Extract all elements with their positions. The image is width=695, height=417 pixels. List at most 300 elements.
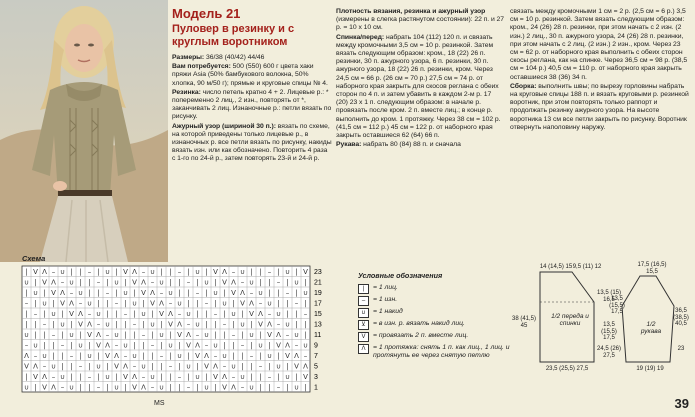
chart-stitch-symbol: – <box>114 341 119 350</box>
chart-stitch-symbol: ∪ <box>167 289 174 297</box>
chart-stitch-symbol: | <box>277 352 280 360</box>
chart-stitch-symbol: | <box>124 299 127 308</box>
chart-stitch-symbol: ∪ <box>32 341 39 350</box>
chart-stitch-symbol: ∪ <box>266 299 273 308</box>
chart-stitch-symbol: | <box>241 352 244 360</box>
chart-stitch-symbol: ∪ <box>131 352 138 360</box>
legend-text: = в изн. р. вязать накид лиц. <box>373 319 465 327</box>
chart-stitch-symbol: – <box>60 383 65 392</box>
chart-stitch-symbol: | <box>169 383 172 392</box>
chart-stitch-symbol: | <box>286 362 289 371</box>
chart-stitch-symbol: V <box>303 373 308 381</box>
chart-stitch-symbol: | <box>268 341 271 350</box>
chart-stitch-symbol: Λ <box>168 310 173 318</box>
chart-stitch-symbol: V <box>105 352 110 360</box>
chart-stitch-symbol: | <box>241 362 244 371</box>
sleeves-value: набрать 80 (84) 88 п. и сначала <box>363 141 461 149</box>
dim-sleeve-width: 19 (19) 19 <box>636 366 664 372</box>
chart-stitch-symbol: | <box>160 268 163 276</box>
chart-stitch-symbol: Λ <box>267 320 272 329</box>
chart-stitch-symbol: | <box>286 299 289 308</box>
chart-stitch-symbol: ∪ <box>203 278 210 287</box>
chart-stitch-symbol: ∪ <box>257 289 264 297</box>
chart-stitch-symbol: – <box>60 341 65 350</box>
chart-stitch-symbol: | <box>61 310 64 318</box>
chart-stitch-symbol: ∪ <box>230 310 237 318</box>
chart-stitch-symbol: | <box>133 289 136 297</box>
chart-row-number: 17 <box>314 300 322 308</box>
chart-stitch-symbol: | <box>250 268 253 276</box>
chart-stitch-symbol: V <box>213 373 218 381</box>
chart-stitch-symbol: | <box>232 320 235 329</box>
chart-stitch-symbol: ∪ <box>77 341 84 350</box>
chart-row-number: 9 <box>314 342 318 350</box>
chart-stitch-symbol: Λ <box>258 310 263 318</box>
chart-stitch-symbol: | <box>151 310 154 318</box>
chart-stitch-symbol: Λ <box>150 289 155 297</box>
chart-stitch-symbol: | <box>223 331 226 339</box>
chart-stitch-symbol: | <box>70 341 73 350</box>
chart-stitch-symbol: V <box>303 268 308 276</box>
chart-stitch-symbol: – <box>96 278 101 287</box>
chart-stitch-symbol: Λ <box>132 268 137 276</box>
chart-footer-ms: MS <box>154 400 165 407</box>
chart-stitch-symbol: | <box>142 341 145 350</box>
chart-stitch-symbol: – <box>168 362 173 371</box>
legend-item <box>358 320 518 330</box>
chart-stitch-symbol: | <box>295 373 298 381</box>
chart-stitch-symbol: | <box>70 362 73 371</box>
chart-stitch-symbol: | <box>196 278 199 287</box>
chart-stitch-symbol: | <box>223 341 226 350</box>
chart-stitch-symbol: | <box>115 289 118 297</box>
dim-sleeve-lower: 23 <box>677 346 685 352</box>
chart-stitch-symbol: | <box>232 299 235 308</box>
chart-stitch-symbol: ∪ <box>149 320 156 329</box>
chart-stitch-symbol: ∪ <box>239 268 246 276</box>
chart-stitch-symbol: – <box>222 362 227 371</box>
chart-stitch-symbol: | <box>43 289 46 297</box>
chart-stitch-symbol: – <box>303 352 308 360</box>
chart-stitch-symbol: | <box>178 278 181 287</box>
chart-stitch-symbol: V <box>78 320 83 329</box>
chart-stitch-symbol: – <box>69 352 74 360</box>
legend <box>358 272 518 363</box>
chart-stitch-symbol: | <box>133 341 136 350</box>
chart-stitch-symbol: V <box>51 289 56 297</box>
legend-text: = провязать 2 п. вместе лиц. <box>373 331 469 339</box>
chart-stitch-symbol: | <box>250 362 253 371</box>
chart-stitch-symbol: | <box>214 278 217 287</box>
chart-stitch-symbol: ∪ <box>212 289 219 297</box>
chart-stitch-symbol: ∪ <box>284 320 291 329</box>
chart-stitch-symbol: Λ <box>303 362 308 371</box>
chart-stitch-symbol: | <box>187 289 190 297</box>
chart-stitch-symbol: | <box>61 331 64 339</box>
chart-stitch-symbol: – <box>69 289 74 297</box>
chart-stitch-symbol: ∪ <box>221 299 228 308</box>
chart-row-number: 7 <box>314 353 318 360</box>
chart-stitch-symbol: ∪ <box>230 362 237 371</box>
chart-stitch-symbol: ∪ <box>122 341 129 350</box>
chart-stitch-symbol: – <box>114 299 119 308</box>
chart-stitch-symbol: – <box>51 268 56 276</box>
chart-stitch-symbol: ∪ <box>23 383 30 392</box>
chart-row-number: 15 <box>314 311 322 318</box>
chart-stitch-symbol: | <box>214 383 217 392</box>
chart-stitch-symbol: | <box>277 299 280 308</box>
chart-stitch-symbol: ∪ <box>149 268 156 276</box>
chart-stitch-symbol: Λ <box>177 320 182 329</box>
chart-stitch-symbol: | <box>241 331 244 339</box>
chart-stitch-symbol: – <box>168 299 173 308</box>
chart-stitch-symbol: V <box>69 310 74 318</box>
chart-stitch-symbol: ∪ <box>50 310 57 318</box>
chart-stitch-symbol: V <box>294 362 299 371</box>
chart-stitch-symbol: Λ <box>231 383 236 392</box>
chart-stitch-symbol: ∪ <box>68 331 75 339</box>
chart-stitch-symbol: | <box>169 331 172 339</box>
page-number: 39 <box>674 396 689 411</box>
chart-stitch-symbol: Λ <box>204 352 209 360</box>
chart-stitch-symbol: | <box>259 383 262 392</box>
sleeve-piece-label: 1/2 рукава <box>640 321 662 335</box>
chart-stitch-symbol: Λ <box>42 268 47 276</box>
chart-stitch-symbol: – <box>186 383 191 392</box>
chart-stitch-symbol: – <box>222 320 227 329</box>
chart-stitch-symbol: V <box>87 331 92 339</box>
chart-stitch-symbol: | <box>205 289 208 297</box>
chart-stitch-symbol: – <box>60 278 65 287</box>
chart-stitch-symbol: | <box>295 320 298 329</box>
chart-stitch-symbol: – <box>33 310 38 318</box>
chart-stitch-symbol: – <box>87 373 92 381</box>
back-front-paragraph <box>336 34 504 141</box>
chart-stitch-symbol: – <box>195 289 200 297</box>
chart-stitch-symbol: | <box>295 310 298 318</box>
chart-stitch-symbol: | <box>115 268 118 276</box>
chart-stitch-symbol: | <box>97 299 100 308</box>
chart-stitch-symbol: ∪ <box>239 320 246 329</box>
chart-stitch-symbol: Λ <box>24 352 29 360</box>
chart-stitch-symbol: – <box>177 268 182 276</box>
chart-stitch-symbol: – <box>105 331 110 339</box>
chart-stitch-symbol: ∪ <box>221 352 228 360</box>
chart-stitch-symbol: – <box>159 352 164 360</box>
legend-item <box>358 284 518 294</box>
chart-stitch-symbol: ∪ <box>23 331 30 339</box>
chart-stitch-symbol: | <box>115 310 118 318</box>
chart-stitch-symbol: Λ <box>240 289 245 297</box>
chart-stitch-symbol: | <box>187 268 190 276</box>
chart-stitch-symbol: | <box>61 362 64 371</box>
chart-stitch-symbol: ∪ <box>149 373 156 381</box>
dim-shoulder: 9,5 (11) 12 <box>572 264 602 270</box>
rib-paragraph <box>172 89 332 122</box>
chart-stitch-symbol: – <box>96 383 101 392</box>
chart-stitch-symbol: | <box>133 310 136 318</box>
chart-stitch-symbol: | <box>43 331 46 339</box>
chart-stitch-symbol: – <box>276 278 281 287</box>
chart-stitch-symbol: V <box>42 278 47 287</box>
chart-stitch-symbol: ∪ <box>293 383 300 392</box>
chart-stitch-symbol: – <box>186 278 191 287</box>
chart-stitch-symbol: – <box>186 320 191 329</box>
chart-stitch-symbol: V <box>33 268 38 276</box>
chart-stitch-symbol: | <box>79 383 82 392</box>
chart-stitch-symbol: | <box>196 310 199 318</box>
lace-label: Ажурный узор (шириной 30 п.): <box>172 122 276 130</box>
chart-stitch-symbol: – <box>231 331 236 339</box>
chart-stitch-symbol: – <box>150 383 155 392</box>
sizes-paragraph <box>172 54 332 62</box>
chart-stitch-symbol: – <box>96 320 101 329</box>
chart-stitch-symbol: – <box>249 352 254 360</box>
chart-stitch-symbol: V <box>132 278 137 287</box>
chart-stitch-symbol: | <box>196 299 199 308</box>
chart-stitch-symbol: ∪ <box>284 373 291 381</box>
chart-stitch-symbol: – <box>78 362 83 371</box>
dim-sleeve-raglan: 13,5 (15,5) 17,5 <box>609 296 625 315</box>
chart-stitch-symbol: | <box>115 373 118 381</box>
chart-stitch-symbol: ∪ <box>59 373 66 381</box>
chart-stitch-symbol: | <box>88 341 91 350</box>
chart-stitch-symbol: ∪ <box>194 320 201 329</box>
chart-stitch-symbol: ∪ <box>59 320 66 329</box>
chart-stitch-symbol: | <box>259 268 262 276</box>
lace-paragraph <box>172 123 332 164</box>
chart-stitch-symbol: Λ <box>123 362 128 371</box>
chart-stitch-symbol: V <box>213 268 218 276</box>
chart-stitch-symbol: V <box>33 373 38 381</box>
chart-stitch-symbol: Λ <box>51 383 56 392</box>
instructions-column-2 <box>336 8 504 150</box>
chart-stitch-symbol: V <box>276 341 281 350</box>
chart-stitch-symbol: | <box>205 320 208 329</box>
instructions-column-3 <box>510 8 690 133</box>
chart-stitch-symbol: ∪ <box>158 383 165 392</box>
chart-stitch-symbol: V <box>186 341 191 350</box>
chart-stitch-symbol: | <box>178 341 181 350</box>
chart-stitch-symbol: – <box>294 341 299 350</box>
chart-stitch-symbol: – <box>267 310 272 318</box>
chart-stitch-symbol: | <box>169 268 172 276</box>
chart-stitch-symbol: | <box>43 310 46 318</box>
chart-stitch-symbol: – <box>141 331 146 339</box>
chart-stitch-symbol: | <box>124 383 127 392</box>
chart-stitch-symbol: – <box>159 289 164 297</box>
chart-stitch-symbol: – <box>204 341 209 350</box>
chart-stitch-symbol: ∪ <box>140 310 147 318</box>
chart-stitch-symbol: – <box>24 299 29 308</box>
chart-stitch-symbol: – <box>105 289 110 297</box>
chart-stitch-symbol: ∪ <box>167 341 174 350</box>
chart-stitch-symbol: V <box>159 310 164 318</box>
chart-stitch-symbol: | <box>304 383 307 392</box>
chart-stitch-symbol: | <box>25 320 28 329</box>
chart-row-number: 13 <box>314 321 322 329</box>
chart-stitch-symbol: V <box>195 352 200 360</box>
chart-stitch-symbol: | <box>70 373 73 381</box>
chart-row-number: 1 <box>314 384 318 392</box>
sleeves-continued: связать между кромочными 1 см = 2 р. (2,5 см = 6 р.) 3,5 см = 10 р. резинкой. Затем вязать следующим образом: кром., 24 (26) 28 п. резинки, при этом начать с 2 изн. (2 изн.) 2 лиц., 30 п. ажурного узора, 24 (26) 28 п. резинки, при этом начать с 2 лиц. (2 изн.) 2 изн., кром. Через 23 см = 62 р. от наборного края выполнить с обеих сторон скосы реглана, как на спинке. Через 36,5 см = 98 р. (38,5 см = 104 р.) 40,5 см = 110 р. от наборного края закрыть оставшиеся 38 (36) 34 п. <box>510 8 688 81</box>
chart-stitch-symbol: | <box>232 352 235 360</box>
chart-stitch-symbol: | <box>205 373 208 381</box>
chart-stitch-symbol: Λ <box>249 299 254 308</box>
legend-text: = 1 накид <box>373 307 403 315</box>
chart-stitch-symbol: | <box>295 289 298 297</box>
chart-stitch-symbol: – <box>249 289 254 297</box>
chart-stitch-symbol: | <box>34 383 37 392</box>
chart-stitch-symbol: | <box>259 278 262 287</box>
back-front-value: набрать 104 (112) 120 п. и связать между кромочными 3,5 см = 10 р. резинкой. Затем вязать следующим образом: кром., 18 (22) 26 п. резинки, 30 п. ажурного узора, 6 п. резинки, 30 п. ажурного узора, 18 (22) 26 п. резинки, кром. Через 24,5 см = 66 р. (26 см = 70 р.) 27,5 см = 74 р. от наборного края закрыть для скосов реглана с обеих сторон по 4 п. и затем убавить в каждом 2-м р. 17 (20) 23 х 1 п. следующим образом: в начале р. провязать после кром. 2 п. вместе лиц.; в конце р. выполнить до кром. 1 протяжку. Через 38 см = 102 р. (41,5 см = 112 р.) 45 см = 122 р. от наборного края закрыть оставшиеся 62 (64) 66 п. <box>336 33 501 140</box>
legend-symbol: V <box>358 332 369 342</box>
chart-stitch-symbol: | <box>142 320 145 329</box>
chart-stitch-symbol: ∪ <box>104 320 111 329</box>
chart-stitch-symbol: | <box>25 268 28 276</box>
chart-stitch-symbol: | <box>232 341 235 350</box>
chart-stitch-symbol: | <box>268 278 271 287</box>
chart-stitch-symbol: | <box>52 320 55 329</box>
chart-stitch-symbol: – <box>51 373 56 381</box>
chart-stitch-symbol: ∪ <box>194 268 201 276</box>
chart-stitch-symbol: – <box>285 289 290 297</box>
chart-stitch-symbol: | <box>178 362 181 371</box>
dim-armhole: 13,5 (15,5) 17,5 <box>601 322 617 341</box>
legend-symbol: | <box>358 284 369 294</box>
legend-item <box>358 296 518 306</box>
instructions-column-1 <box>172 54 332 165</box>
chart-stitch-symbol: – <box>51 331 56 339</box>
chart-stitch-symbol: | <box>133 331 136 339</box>
chart-stitch-symbol: V <box>132 383 137 392</box>
chart-stitch-symbol: V <box>123 373 128 381</box>
chart-stitch-symbol: | <box>88 289 91 297</box>
chart-stitch-symbol: V <box>267 331 272 339</box>
chart-stitch-symbol: – <box>177 310 182 318</box>
chart-stitch-symbol: – <box>42 362 47 371</box>
chart-stitch-symbol: | <box>124 331 127 339</box>
sleeves-label: Рукава: <box>336 141 362 149</box>
chart-stitch-symbol: V <box>249 310 254 318</box>
chart-stitch-symbol: | <box>25 289 28 297</box>
chart-stitch-symbol: ∪ <box>302 341 309 350</box>
chart-stitch-symbol: Λ <box>60 289 65 297</box>
chart-stitch-symbol: ∪ <box>104 373 111 381</box>
chart-stitch-symbol: ∪ <box>77 289 84 297</box>
chart-stitch-symbol: | <box>268 289 271 297</box>
chart-stitch-symbol: | <box>43 341 46 350</box>
chart-stitch-symbol: ∪ <box>239 373 246 381</box>
chart-stitch-symbol: | <box>304 278 307 287</box>
chart-stitch-symbol: | <box>124 278 127 287</box>
chart-stitch-symbol: – <box>285 331 290 339</box>
chart-stitch-symbol: – <box>276 320 281 329</box>
chart-stitch-symbol: ∪ <box>176 299 183 308</box>
chart-stitch-symbol: V <box>96 341 101 350</box>
chart-stitch-symbol: V <box>222 383 227 392</box>
chart-stitch-symbol: | <box>106 383 109 392</box>
chart-stitch-symbol: ∪ <box>158 278 165 287</box>
chart-stitch-symbol: | <box>61 352 64 360</box>
chart-stitch-symbol: Λ <box>222 373 227 381</box>
chart-stitch-symbol: ∪ <box>293 278 300 287</box>
chart-stitch-symbol: – <box>258 299 263 308</box>
chart-stitch-symbol: ∪ <box>113 331 120 339</box>
chart-stitch-symbol: | <box>160 320 163 329</box>
chart-stitch-symbol: – <box>294 299 299 308</box>
model-photo-illustration <box>0 0 168 262</box>
dim-side: 24,5 (26) 27,5 <box>596 346 621 359</box>
lace-value: вязать по схеме, на которой приведены только лицевые р., в изнаночных р. все петли вязать по рисунку, накиды вязать изн. или как обозначено. Повторить 4 раза с 1-го по 24-й р., затем повторять 23-й и 24-й р. <box>172 122 332 163</box>
chart-stitch-symbol: | <box>142 299 145 308</box>
chart-stitch-symbol: Λ <box>69 299 74 308</box>
chart-stitch-symbol: | <box>52 341 55 350</box>
chart-stitch-symbol: | <box>79 268 82 276</box>
chart-stitch-symbol: | <box>268 383 271 392</box>
chart-stitch-symbol: | <box>34 299 37 308</box>
chart-stitch-symbol: V <box>231 289 236 297</box>
chart-stitch-symbol: | <box>70 268 73 276</box>
chart-stitch-symbol: ∪ <box>23 278 30 287</box>
chart-stitch-symbol: ∪ <box>176 352 183 360</box>
chart-stitch-symbol: | <box>214 299 217 308</box>
chart-stitch-symbol: | <box>25 373 28 381</box>
chart-stitch-symbol: – <box>87 268 92 276</box>
chart-stitch-symbol: ∪ <box>293 331 300 339</box>
chart-stitch-symbol: – <box>24 341 29 350</box>
chart-stitch-symbol: | <box>142 352 145 360</box>
chart-stitch-symbol: V <box>285 352 290 360</box>
chart-stitch-symbol: ∪ <box>95 362 102 371</box>
chart-stitch-symbol: V <box>168 320 173 329</box>
density-paragraph <box>336 8 504 33</box>
density-label: Плотность вязания, резинка и ажурный узор <box>336 8 486 15</box>
chart-stitch-symbol: – <box>240 278 245 287</box>
chart-stitch-symbol: | <box>34 278 37 287</box>
chart-stitch-symbol: – <box>141 373 146 381</box>
chart-stitch-symbol: | <box>250 341 253 350</box>
chart-stitch-symbol: | <box>79 331 82 339</box>
chart-stitch-symbol: | <box>250 320 253 329</box>
chart-stitch-symbol: ∪ <box>257 341 264 350</box>
chart-stitch-symbol: – <box>78 299 83 308</box>
chart-stitch-symbol: ∪ <box>104 268 111 276</box>
chart-stitch-symbol: ∪ <box>86 299 93 308</box>
chart-stitch-symbol: Λ <box>132 373 137 381</box>
garment-schematic <box>510 262 690 412</box>
chart-stitch-symbol: | <box>34 320 37 329</box>
chart-stitch-symbol: ∪ <box>185 362 192 371</box>
chart-stitch-symbol: Λ <box>33 362 38 371</box>
chart-stitch-symbol: | <box>88 362 91 371</box>
chart-stitch-symbol: Λ <box>51 278 56 287</box>
chart-stitch-symbol: | <box>52 352 55 360</box>
chart-stitch-symbol: | <box>160 373 163 381</box>
chart-stitch-symbol: – <box>276 383 281 392</box>
rib-label: Резинка: <box>172 88 201 96</box>
chart-stitch-symbol: ∪ <box>86 352 93 360</box>
legend-item <box>358 332 518 342</box>
dim-length: 38 (41,5) 45 <box>511 316 536 329</box>
chart-stitch-symbol: | <box>34 331 37 339</box>
legend-text: = 1 протяжка: снять 1 п. как лиц., 1 лиц. и протянуть ее через снятую петлю <box>373 343 510 360</box>
legend-symbol: ⊻ <box>358 320 369 330</box>
chart-stitch-symbol: – <box>150 341 155 350</box>
chart-stitch-symbol: | <box>52 299 55 308</box>
chart-stitch-symbol: ∪ <box>59 268 66 276</box>
chart-stitch-symbol: – <box>195 331 200 339</box>
